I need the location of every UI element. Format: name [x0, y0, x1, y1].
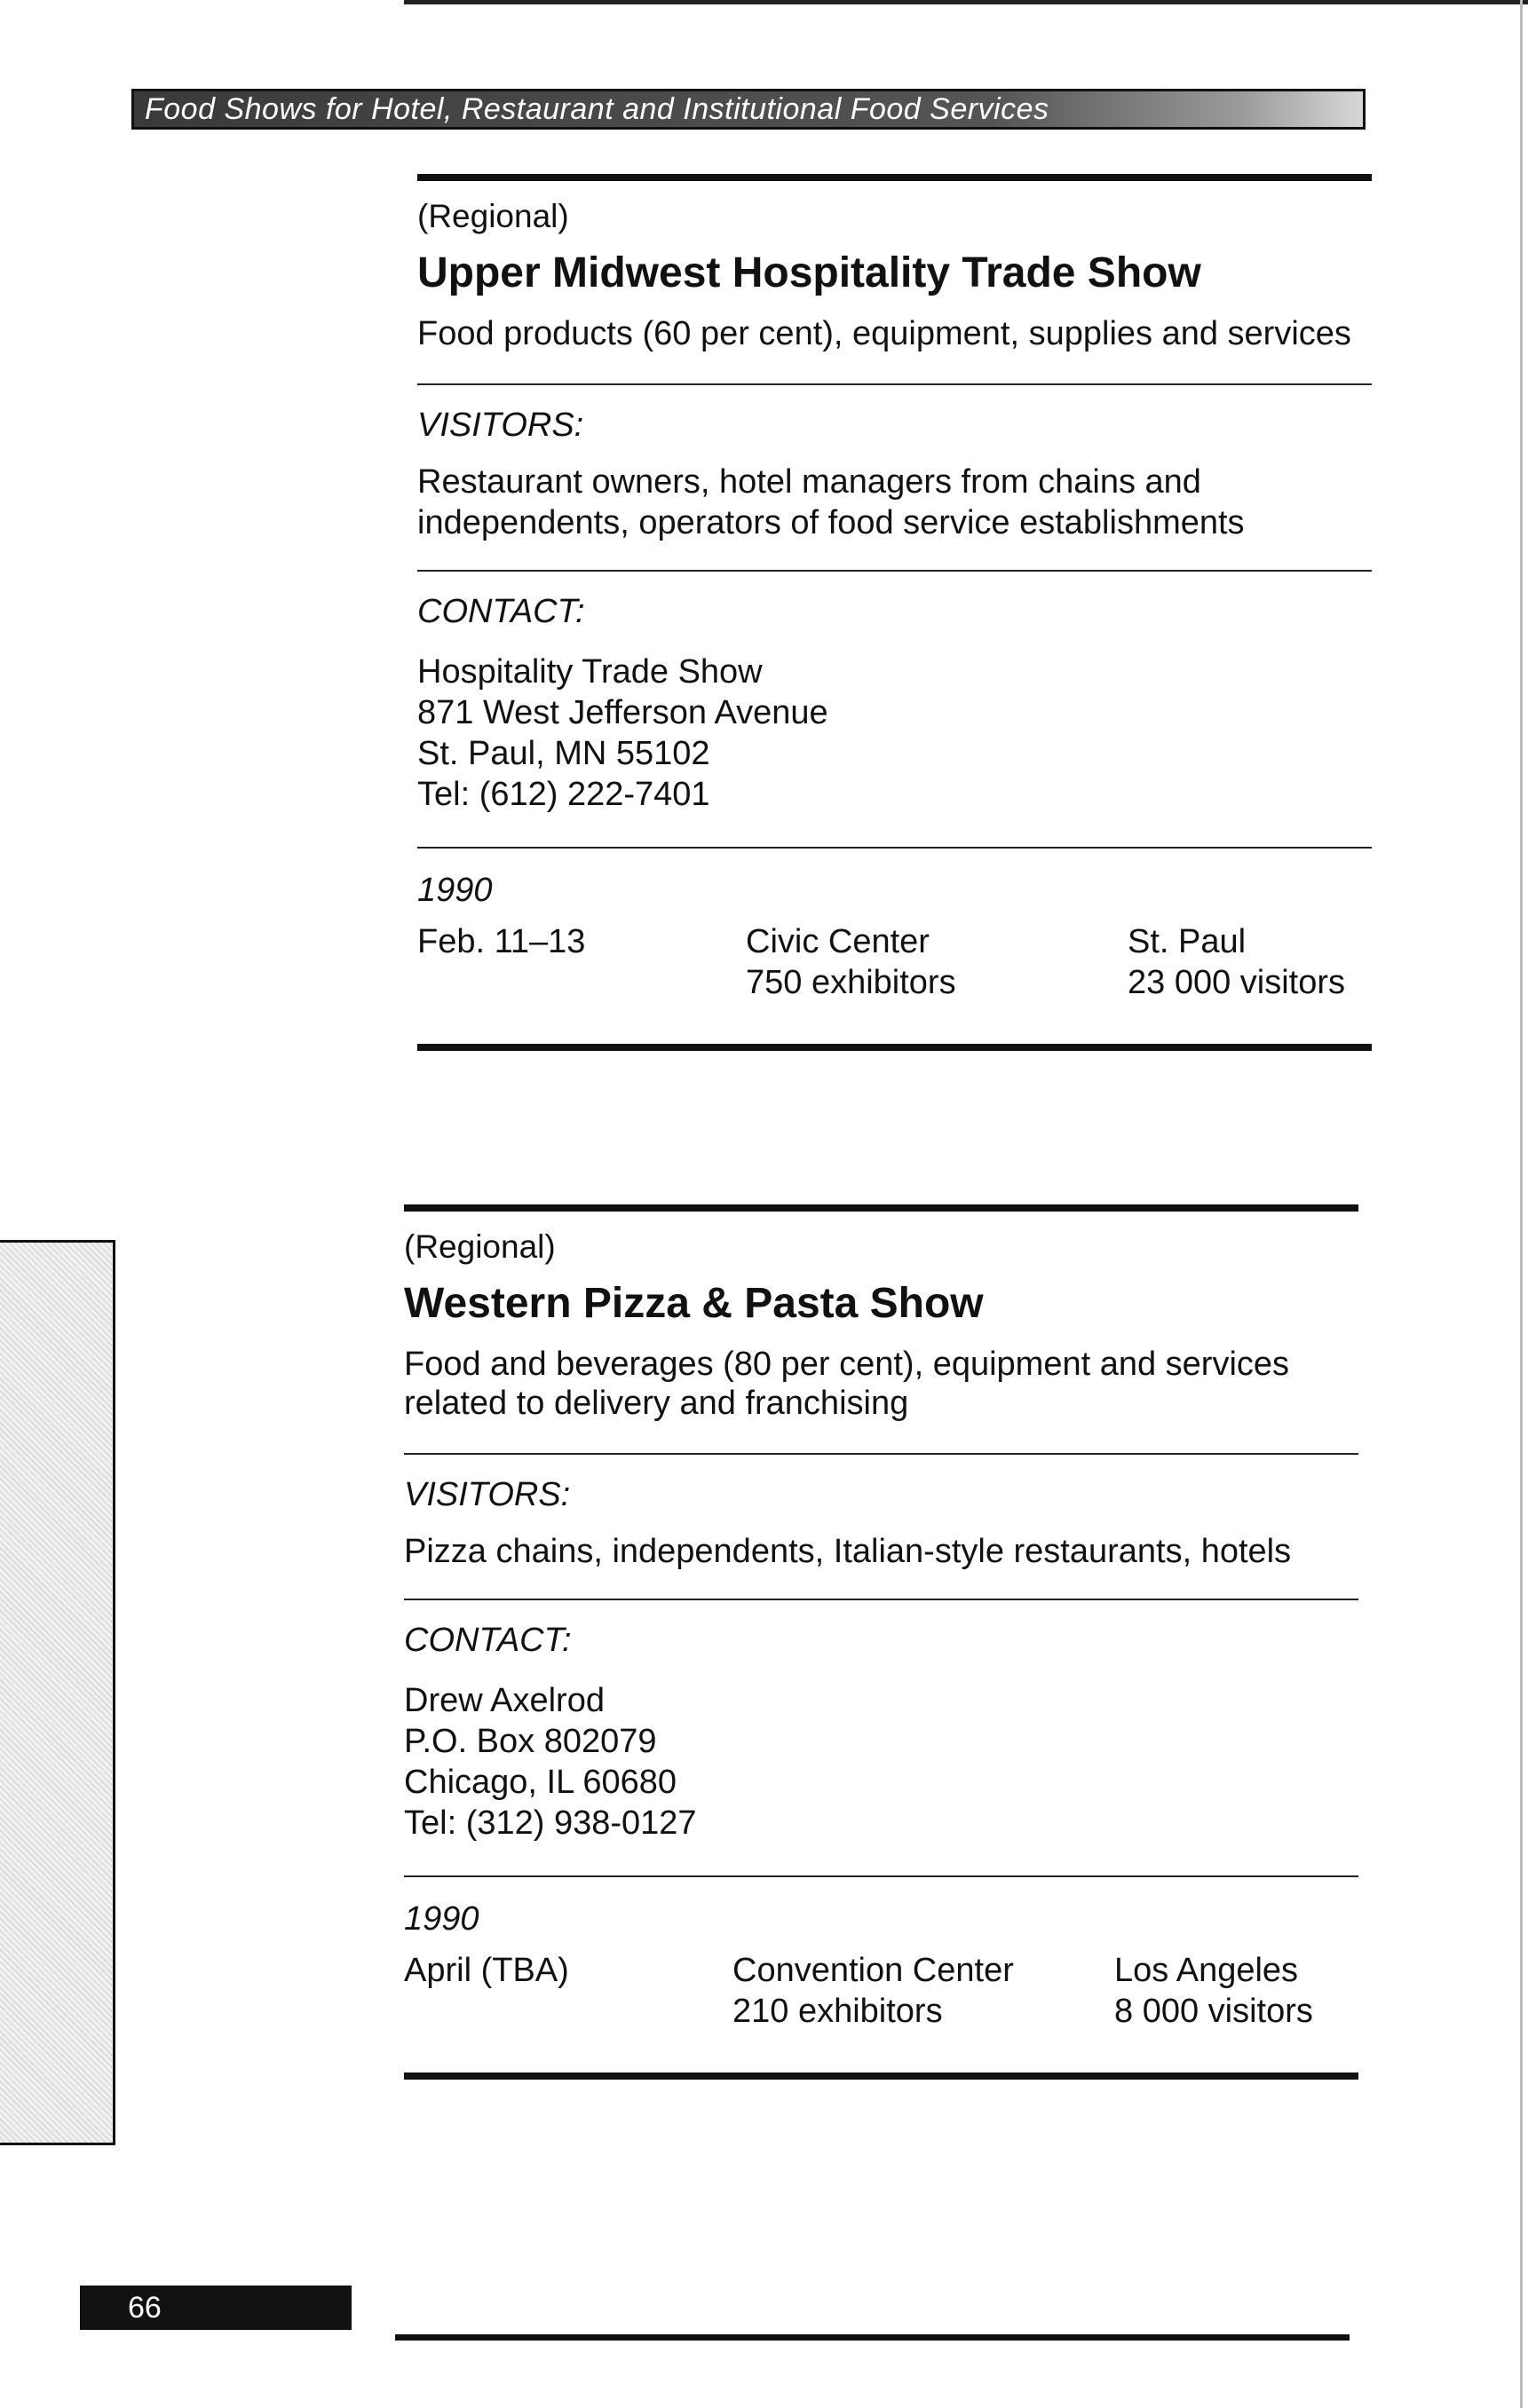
- divider: [404, 1599, 1358, 1600]
- trade-show-entry: [417, 174, 1372, 1051]
- section-header-banner: [131, 89, 1366, 130]
- contact-line: Drew Axelrod: [404, 1682, 605, 1719]
- footer-rule: [395, 2334, 1350, 2341]
- entry-title: Western Pizza & Pasta Show: [404, 1280, 984, 1327]
- contact-line: St. Paul, MN 55102: [417, 735, 710, 772]
- top-border-rule: [404, 0, 1528, 4]
- contact-block: [417, 651, 1372, 815]
- event-date: April (TBA): [404, 1952, 569, 1989]
- page-number: 66: [80, 2286, 352, 2330]
- event-exhibitors: 750 exhibitors: [746, 964, 956, 1001]
- entry-top-rule: [404, 1204, 1358, 1212]
- visitors-label: VISITORS:: [404, 1476, 571, 1513]
- contact-label: CONTACT:: [417, 593, 585, 630]
- event-venue-block: [732, 1950, 1114, 2032]
- event-city: Los Angeles: [1114, 1952, 1299, 1989]
- entry-products: Food products (60 per cent), equipment, supplies and services: [417, 315, 1351, 352]
- visitors-label: VISITORS:: [417, 407, 584, 444]
- entry-title: Upper Midwest Hospitality Trade Show: [417, 249, 1201, 296]
- entry-bottom-rule: [404, 2072, 1358, 2080]
- entry-top-rule: [417, 174, 1372, 181]
- event-exhibitors: 210 exhibitors: [732, 1993, 943, 2030]
- divider: [404, 1875, 1358, 1877]
- page-edge: [1520, 0, 1523, 2408]
- contact-line: Chicago, IL 60680: [404, 1764, 677, 1801]
- event-venue-block: [746, 921, 1128, 1003]
- entry-region: (Regional): [404, 1228, 556, 1265]
- event-visitor-count: 8 000 visitors: [1114, 1993, 1313, 2030]
- event-city: St. Paul: [1128, 923, 1247, 960]
- divider: [417, 847, 1372, 849]
- contact-line: Hospitality Trade Show: [417, 653, 763, 691]
- event-details: [417, 921, 1372, 1003]
- event-venue: Civic Center: [746, 923, 930, 960]
- event-city-block: [1128, 921, 1372, 1003]
- event-year: 1990: [417, 872, 493, 909]
- event-details: [404, 1950, 1358, 2032]
- entry-products: Food and beverages (80 per cent), equipment and services related to delivery and franchising: [404, 1346, 1290, 1422]
- event-city-block: [1114, 1950, 1358, 2032]
- entry-region: (Regional): [417, 198, 569, 234]
- contact-block: [404, 1680, 1358, 1844]
- contact-line: Tel: (312) 938-0127: [404, 1804, 697, 1842]
- divider: [417, 383, 1372, 385]
- section-header-text: Food Shows for Hotel, Restaurant and Institutional Food Services: [145, 91, 1049, 126]
- entry-bottom-rule: [417, 1044, 1372, 1051]
- divider: [417, 570, 1372, 572]
- event-year: 1990: [404, 1900, 479, 1938]
- trade-show-entry: [404, 1204, 1358, 2080]
- event-date: Feb. 11–13: [417, 923, 586, 960]
- contact-line: P.O. Box 802079: [404, 1723, 657, 1760]
- contact-line: 871 West Jefferson Avenue: [417, 694, 828, 731]
- event-visitor-count: 23 000 visitors: [1128, 964, 1346, 1001]
- event-venue: Convention Center: [732, 1952, 1014, 1989]
- margin-shaded-box: [0, 1240, 115, 2145]
- visitors-text: Pizza chains, independents, Italian-style restaurants, hotels: [404, 1533, 1292, 1570]
- visitors-text: Restaurant owners, hotel managers from chains and independents, operators of food service establishments: [417, 463, 1245, 541]
- contact-label: CONTACT:: [404, 1622, 572, 1659]
- contact-line: Tel: (612) 222-7401: [417, 776, 710, 813]
- divider: [404, 1453, 1358, 1455]
